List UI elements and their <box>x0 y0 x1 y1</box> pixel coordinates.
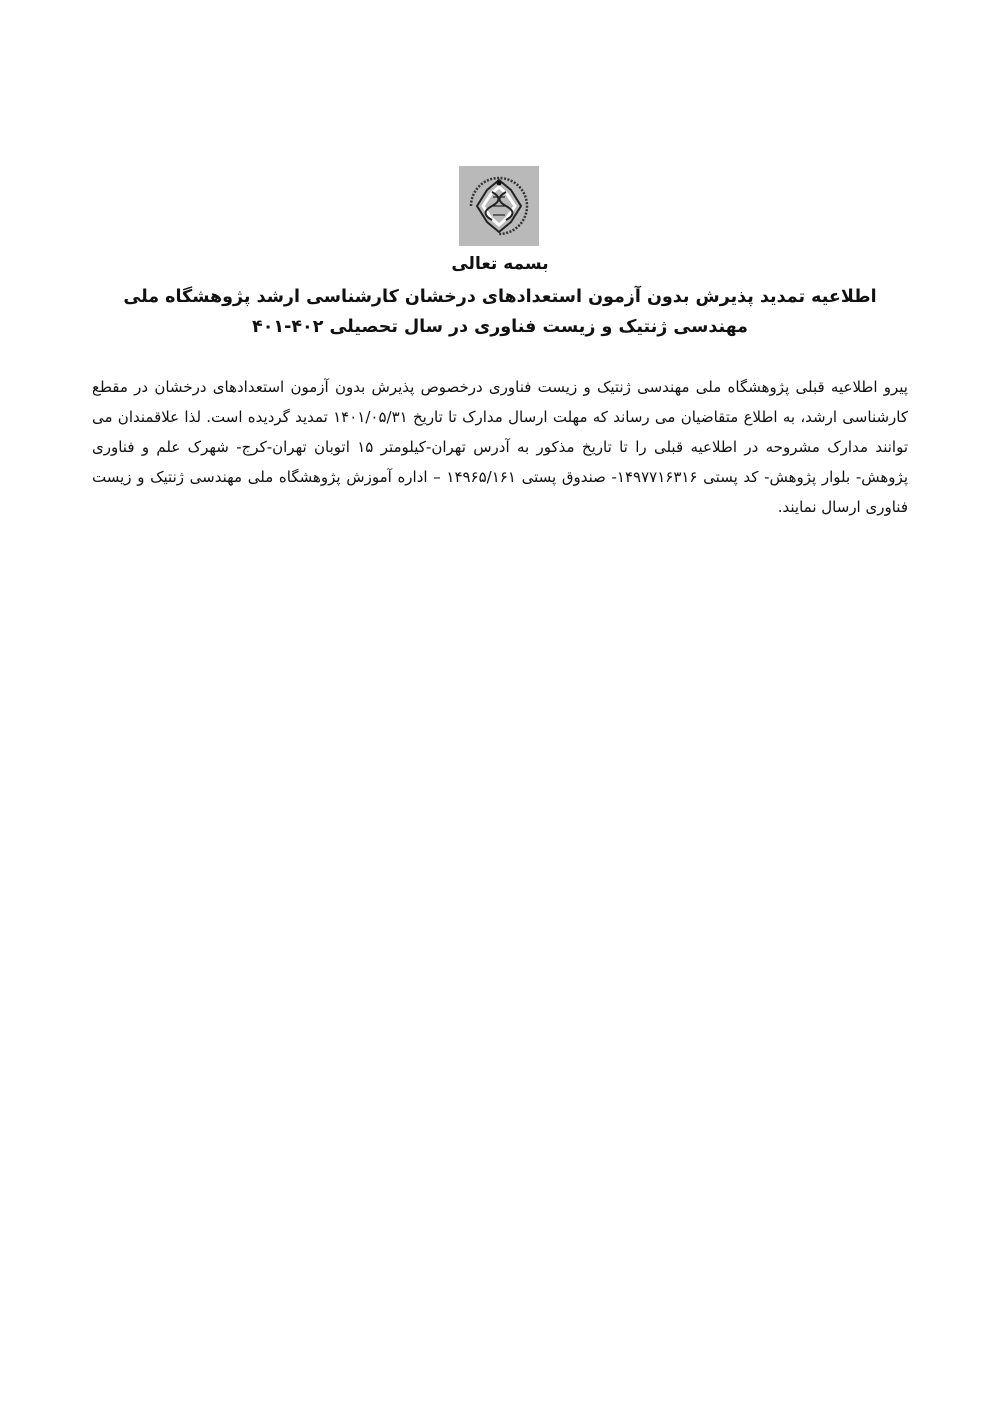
nrcgeb-logo-icon <box>459 166 539 246</box>
announcement-body: پیرو اطلاعیه قبلی پژوهشگاه ملی مهندسی ژنتیک و زیست فناوری درخصوص پذیرش بدون آزمون استعدادهای درخشان در مقطع کارشناسی ارشد، به اطلاع متقاضیان می رساند که مهلت ارسال مدارک تا تاریخ ۱۴۰۱/۰۵/۳۱ تمدید گردیده است. لذا علاقمندان می توانند مدارک مشروحه در اطلاعیه قبلی را تا تاریخ مذکور به آدرس تهران-کیلومتر ۱۵ اتوبان تهران-کرج- شهرک علم و فناوری پژوهش- بلوار پژوهش- کد پستی ۱۴۹۷۷۱۶۳۱۶- صندوق پستی ۱۴۹۶۵/۱۶۱ – اداره آموزش پژوهشگاه ملی مهندسی ژنتیک و زیست فناوری ارسال نمایند. <box>92 378 908 516</box>
basmala-heading: بسمه تعالی <box>451 254 549 274</box>
page-title: اطلاعیه تمدید پذیرش بدون آزمون استعدادهای درخشان کارشناسی ارشد پژوهشگاه ملی مهندسی ژنتیک و زیست فناوری در سال تحصیلی ۴۰۲-۴۰۱ <box>123 287 877 337</box>
logo-graphic <box>459 166 539 246</box>
